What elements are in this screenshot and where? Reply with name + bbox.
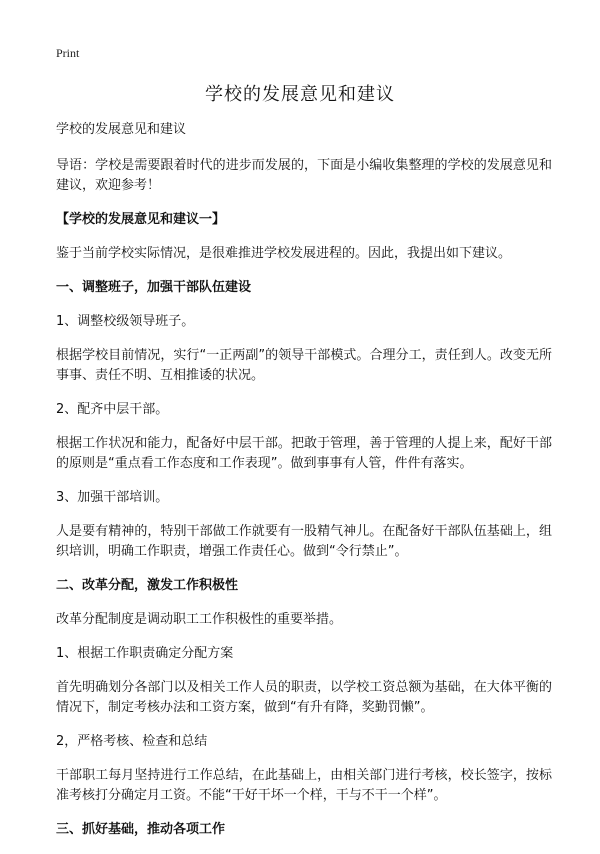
page-title: 学校的发展意见和建议 — [205, 84, 395, 105]
section-heading: 二、改革分配，激发工作积极性 — [56, 578, 239, 593]
paragraph: 1、调整校级领导班子。 — [56, 314, 195, 329]
paragraph: 3、加强干部培训。 — [56, 490, 169, 505]
document-subtitle: 学校的发展意见和建议 — [56, 122, 187, 137]
paragraph: 2，严格考核、检查和总结 — [56, 734, 208, 749]
print-label[interactable]: Print — [56, 46, 80, 60]
paragraph: 根据工作状况和能力，配备好中层干部。把敢于管理，善于管理的人提上来，配好干部的原则是“重点看工作态度和工作表现”。做到事事有人管，件件有落实。 — [56, 436, 552, 471]
section-heading: 一、调整班子，加强干部队伍建设 — [56, 280, 252, 295]
section-heading: 三、抓好基础，推动各项工作 — [56, 822, 226, 837]
document-body — [56, 120, 552, 854]
paragraph: 干部职工每月坚持进行工作总结，在此基础上，由相关部门进行考核，校长签字，按标准考核打分确定月工资。不能“干好干坏一个样，干与不干一个样”。 — [56, 768, 552, 803]
paragraph-list — [56, 156, 552, 840]
paragraph: 人是要有精神的，特别干部做工作就要有一股精气神儿。在配备好干部队伍基础上，组织培训，明确工作职责，增强工作责任心。做到“令行禁止”。 — [56, 524, 552, 559]
section-heading: 【学校的发展意见和建议一】 — [56, 212, 226, 227]
paragraph: 首先明确划分各部门以及相关工作人员的职责，以学校工资总额为基础，在大体平衡的情况下，制定考核办法和工资方案，做到“有升有降，奖勤罚懒”。 — [56, 680, 552, 715]
paragraph: 鉴于当前学校实际情况，是很难推进学校发展进程的。因此，我提出如下建议。 — [56, 246, 512, 261]
paragraph: 根据学校目前情况，实行“一正两副”的领导干部模式。合理分工，责任到人。改变无所事事、责任不明、互相推诿的状况。 — [56, 348, 552, 383]
paragraph: 2、配齐中层干部。 — [56, 402, 169, 417]
paragraph: 改革分配制度是调动职工工作积极性的重要举措。 — [56, 612, 343, 627]
paragraph: 1、根据工作职责确定分配方案 — [56, 646, 234, 661]
paragraph: 导语：学校是需要跟着时代的进步而发展的，下面是小编收集整理的学校的发展意见和建议，欢迎参考！ — [56, 158, 552, 193]
